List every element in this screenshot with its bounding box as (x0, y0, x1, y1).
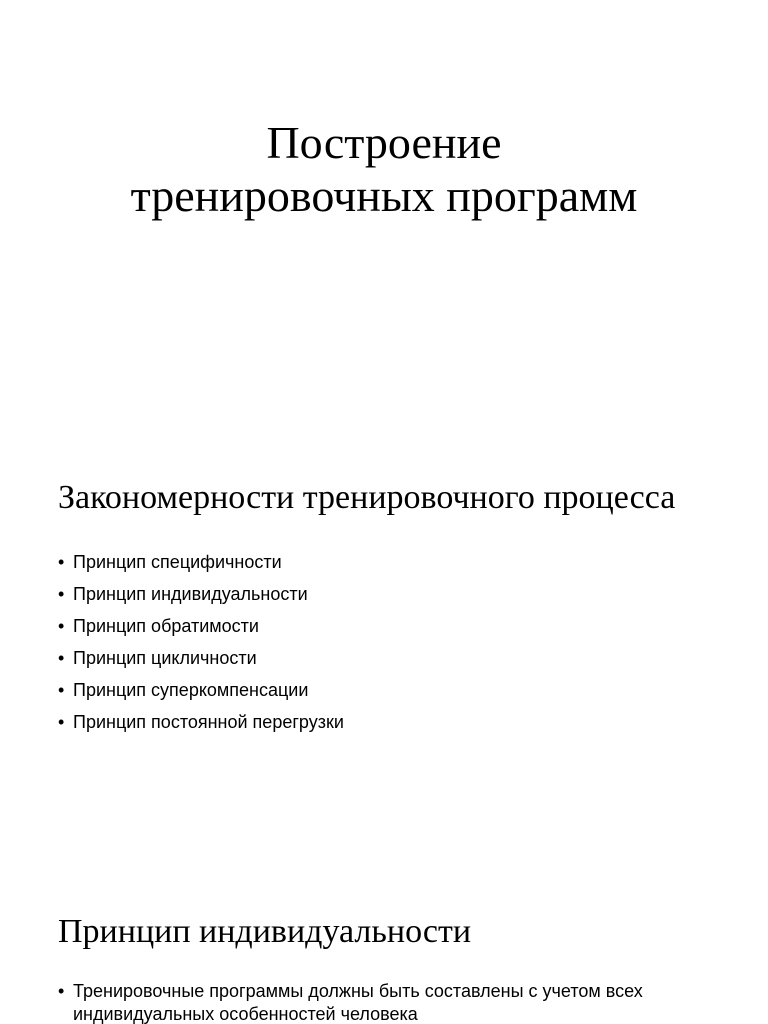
title-slide (0, 0, 768, 432)
list-item: • Принцип специфичности (58, 546, 718, 578)
title-line-2: тренировочных программ (130, 170, 638, 221)
list-item: • Принцип индивидуальности (58, 578, 718, 610)
individuality-list (58, 980, 718, 1024)
list-item: • Принцип цикличности (58, 642, 718, 674)
list-item: • Принцип постоянной перегрузки (58, 706, 718, 738)
principles-heading: Закономерности тренировочного процесса (58, 479, 676, 516)
list-item: • Принцип суперкомпенсации (58, 674, 718, 706)
individuality-heading: Принцип индивидуальности (58, 913, 472, 950)
list-item: • Принцип обратимости (58, 610, 718, 642)
title-line-1: Построение (266, 117, 502, 168)
principles-slide (0, 432, 768, 864)
presentation-title (0, 116, 768, 222)
list-item: • Тренировочные программы должны быть составлены с учетом всех индивидуальных особенностей человека (58, 980, 718, 1024)
principles-list (58, 546, 718, 738)
individuality-slide (0, 864, 768, 1024)
